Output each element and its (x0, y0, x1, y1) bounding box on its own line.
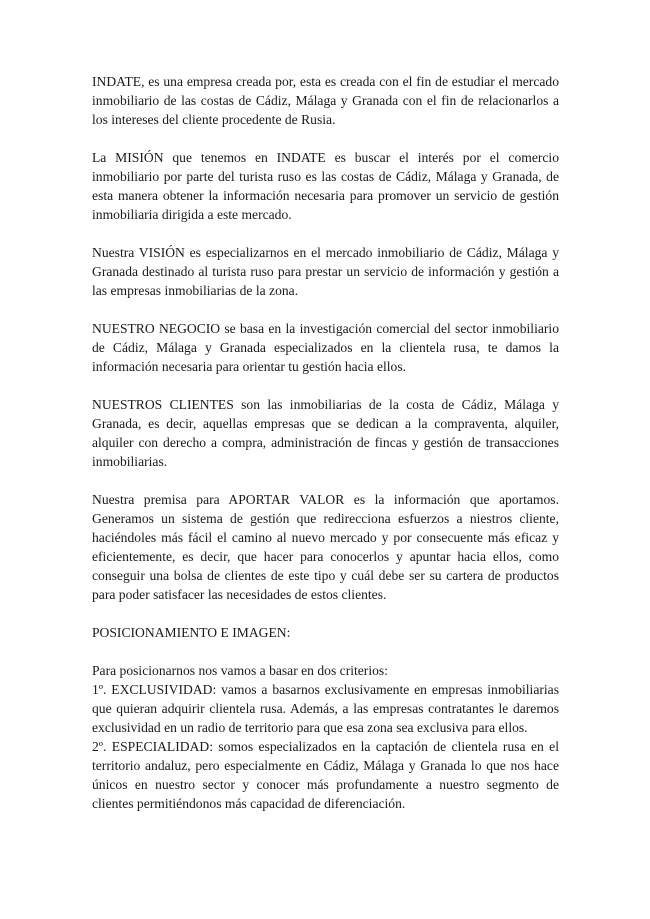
paragraph-value: Nuestra premisa para APORTAR VALOR es la información que aportamos. Generamos un sistema de gestión que redirecciona esfuerzos a niestros cliente, haciéndoles más fácil el camino al nuevo mercado y por consecuente más eficaz y eficientemente, es decir, que hacer para conocerlos y apuntar hacia ellos, como conseguir una bolsa de clientes de este tipo y cuál debe ser su cartera de productos para poder satisfacer las necesidades de estos clientes. (92, 492, 559, 602)
document-page (92, 72, 559, 813)
criterion-exclusivity: 1º. EXCLUSIVIDAD: vamos a basarnos exclusivamente en empresas inmobiliarias que quieran adquirir clientela rusa. Además, a las empresas contratantes le daremos exclusividad en un radio de territorio para que esa zona sea exclusiva para ellos. (92, 682, 559, 735)
paragraph-clients: NUESTROS CLIENTES son las inmobiliarias de la costa de Cádiz, Málaga y Granada, es decir, aquellas empresas que se dedican a la compraventa, alquiler, alquiler con derecho a compra, administración de fincas y gestión de transacciones inmobiliarias. (92, 397, 559, 469)
paragraph-mission: La MISIÓN que tenemos en INDATE es buscar el interés por el comercio inmobiliario por parte del turista ruso es las costas de Cádiz, Málaga y Granada, de esta manera obtener la información necesaria para promover un servicio de gestión inmobiliaria dirigida a este mercado. (92, 150, 559, 222)
section-heading-positioning: POSICIONAMIENTO E IMAGEN: (92, 625, 291, 640)
criterion-speciality: 2º. ESPECIALIDAD: somos especializados en la captación de clientela rusa en el territorio andaluz, pero especialmente en Cádiz, Málaga y Granada lo que nos hace únicos en nuestro sector y conocer más profundamente a nuestro segmento de clientes permitiéndonos más capacidad de diferenciación. (92, 739, 559, 811)
paragraph-vision: Nuestra VISIÓN es especializarnos en el mercado inmobiliario de Cádiz, Málaga y Granada destinado al turista ruso para prestar un servicio de información y gestión a las empresas inmobiliarias de la zona. (92, 245, 559, 298)
paragraph-intro: INDATE, es una empresa creada por, esta es creada con el fin de estudiar el mercado inmobiliario de las costas de Cádiz, Málaga y Granada con el fin de relacionarlos a los intereses del cliente procedente de Rusia. (92, 74, 559, 127)
criteria-intro: Para posicionarnos nos vamos a basar en dos criterios: (92, 663, 388, 678)
paragraph-business: NUESTRO NEGOCIO se basa en la investigación comercial del sector inmobiliario de Cádiz, Málaga y Granada especializados en la clientela rusa, te damos la información necesaria para orientar tu gestión hacia ellos. (92, 321, 559, 374)
